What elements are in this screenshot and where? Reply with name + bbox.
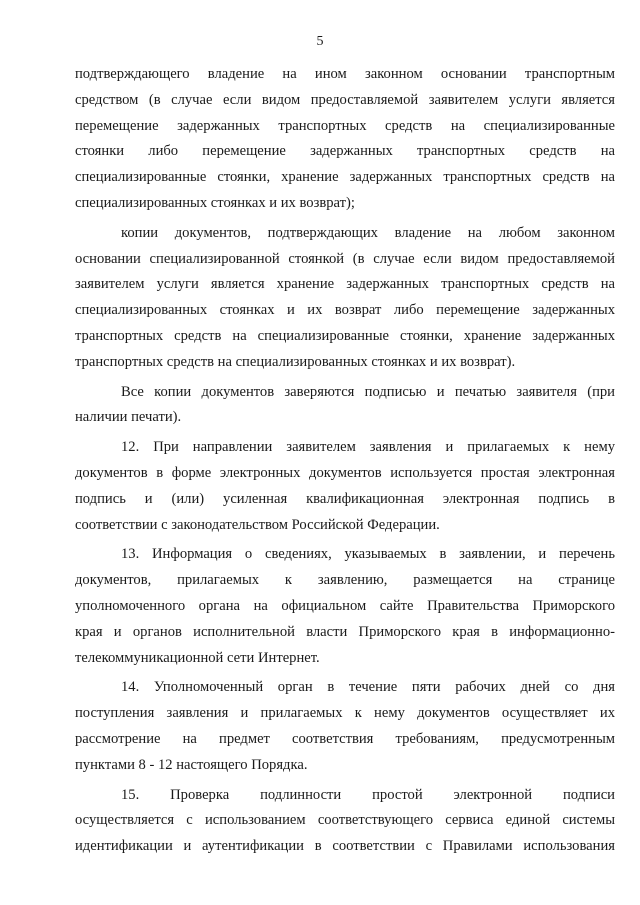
text-line: перемещение задержанных транспортных средств на специализированные [75, 117, 615, 134]
text-line: копии документов, подтверждающих владение на любом законном [121, 224, 615, 241]
text-line: стоянки либо перемещение задержанных транспортных средств на [75, 143, 615, 160]
text-line: пунктами 8 - 12 настоящего Порядка. [75, 756, 308, 773]
paragraph-item-14 [75, 675, 615, 778]
text-line: транспортных средств на специализированных стоянках и их возврат). [75, 353, 516, 370]
text-line: документов в форме электронных документов используется простая электронная [75, 464, 615, 481]
text-line: поступления заявления и прилагаемых к нему документов осуществляет их [75, 705, 615, 722]
document-body [75, 62, 615, 860]
text-line: края и органов исполнительной власти Приморского края в информационно- [75, 623, 615, 640]
paragraph-copies-certification [75, 380, 615, 432]
text-line: осуществляется с использованием соответствующего сервиса единой системы [75, 812, 615, 829]
text-line: идентификации и аутентификации в соответствии с Правилами использования [75, 838, 615, 855]
text-line: средством (в случае если видом предоставляемой заявителем услуги является [75, 91, 615, 108]
text-line: 14. Уполномоченный орган в течение пяти рабочих дней со дня [121, 679, 615, 696]
text-line: телекоммуникационной сети Интернет. [75, 649, 320, 666]
paragraph-parking-documents [75, 221, 615, 376]
paragraph-continuation [75, 62, 615, 217]
text-line: 15. Проверка подлинности простой электронной подписи [121, 786, 615, 803]
text-line: основании специализированной стоянкой (в случае если видом предоставляемой [75, 250, 615, 267]
page-number: 5 [316, 34, 324, 49]
text-line: уполномоченного органа на официальном сайте Правительства Приморского [75, 597, 615, 614]
text-line: наличии печати). [75, 409, 182, 426]
text-line: транспортных средств на специализированные стоянки, хранение задержанных [75, 327, 615, 344]
text-line: 13. Информация о сведениях, указываемых в заявлении, и перечень [121, 546, 615, 563]
text-line: специализированных стоянках и их возврат); [75, 194, 355, 211]
text-line: подпись и (или) усиленная квалификационная электронная подпись в [75, 490, 615, 507]
text-line: специализированные стоянки, хранение задержанных транспортных средств на [75, 169, 615, 186]
text-line: документов, прилагаемых к заявлению, размещается на странице [75, 572, 615, 589]
paragraph-item-13 [75, 542, 615, 671]
text-line: специализированных стоянках и их возврат либо перемещение задержанных [75, 302, 615, 319]
paragraph-item-15 [75, 783, 615, 860]
text-line: рассмотрение на предмет соответствия требованиям, предусмотренным [75, 730, 615, 747]
text-line: Все копии документов заверяются подписью и печатью заявителя (при [121, 383, 615, 400]
text-line: подтверждающего владение на ином законном основании транспортным [75, 66, 615, 82]
paragraph-item-12 [75, 435, 615, 538]
text-line: заявителем услуги является хранение задержанных транспортных средств на [75, 276, 615, 293]
text-line: 12. При направлении заявителем заявления и прилагаемых к нему [121, 439, 615, 456]
text-line: соответствии с законодательством Российской Федерации. [75, 516, 440, 533]
